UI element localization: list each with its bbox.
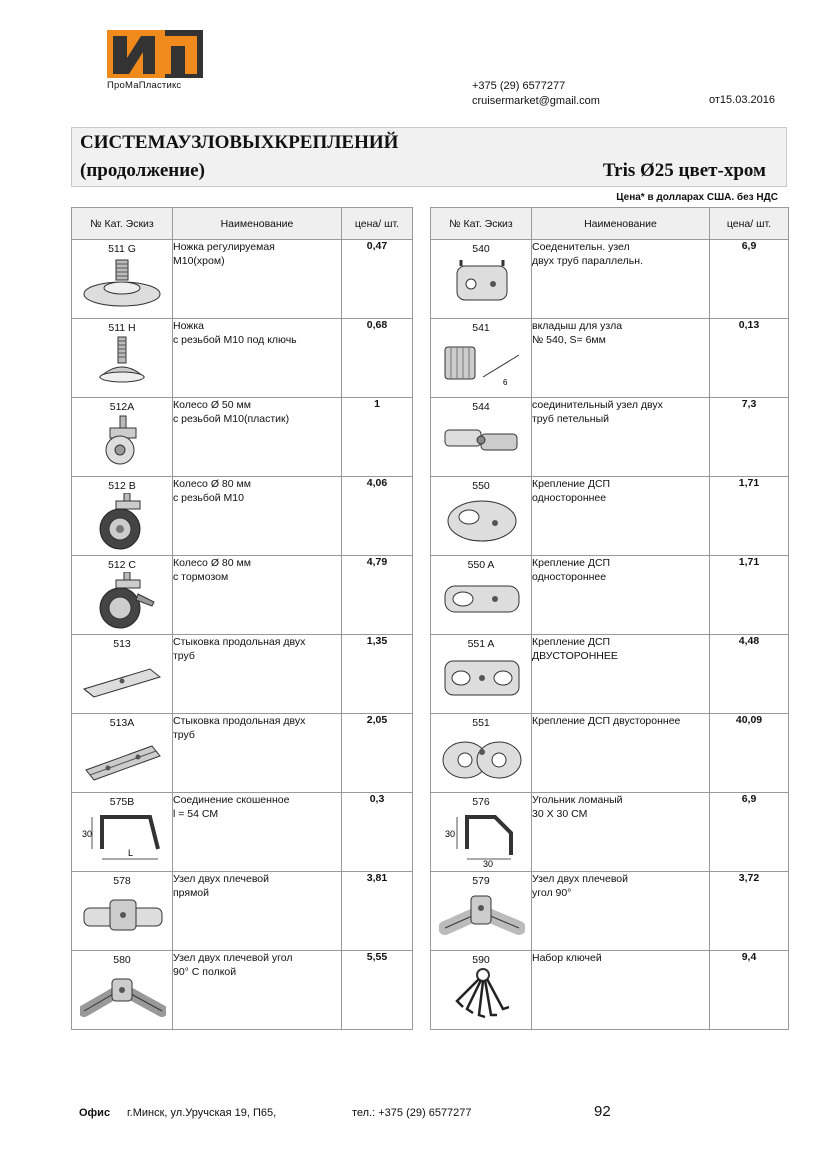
table-row (72, 240, 413, 319)
name-cell (532, 319, 710, 398)
header-name: Наименование (173, 208, 342, 240)
table-row (72, 951, 413, 1030)
price-cell: 3,81 (342, 872, 413, 951)
catalog-code: 512A (109, 401, 135, 413)
price-cell: 1,71 (710, 477, 789, 556)
sketch-cell (431, 951, 532, 1030)
email: cruisermarket@gmail.com (472, 95, 600, 107)
left-catalog-table (71, 207, 413, 1030)
table-row (431, 872, 789, 951)
name-line: Крепление ДСП двустороннее (532, 715, 681, 727)
name-line: l = 54 СМ (173, 808, 219, 820)
name-cell (173, 714, 342, 793)
table-row (431, 793, 789, 872)
price-cell: 40,09 (710, 714, 789, 793)
price-cell: 4,06 (342, 477, 413, 556)
catalog-code: 511 G (108, 243, 136, 255)
name-line: Колесо Ø 80 мм (173, 478, 251, 490)
name-line: Крепление ДСП (532, 478, 611, 490)
sketch-cell (431, 793, 532, 872)
table-row (431, 951, 789, 1030)
name-line: с резьбой М10(пластик) (173, 413, 290, 425)
price-cell: 1 (342, 398, 413, 477)
name-cell (532, 240, 710, 319)
header-name: Наименование (532, 208, 710, 240)
price-cell: 1,71 (710, 556, 789, 635)
table-row (431, 319, 789, 398)
dim-label: 30 (483, 859, 494, 867)
dim-label: 30 (445, 829, 456, 839)
catalog-code: 512 C (107, 559, 137, 571)
screw-foot-image (80, 335, 166, 393)
dim-label: 30 (82, 829, 93, 839)
name-cell (532, 714, 710, 793)
table-row (72, 635, 413, 714)
double-mount-image (439, 730, 525, 788)
company-name: ПроМаПластикс (107, 80, 182, 91)
sketch-cell (431, 556, 532, 635)
name-line: двух труб параллельн. (532, 255, 643, 267)
catalog-code: 541 (472, 322, 490, 334)
page-number: 92 (594, 1103, 611, 1120)
name-cell (532, 951, 710, 1030)
table-row (72, 477, 413, 556)
sketch-cell (72, 872, 173, 951)
name-cell (173, 872, 342, 951)
name-line: М10(хром) (173, 255, 225, 267)
sketch-cell (431, 240, 532, 319)
catalog-code: 576 (472, 796, 490, 808)
chipboard-mount-a-image (439, 572, 525, 630)
phone: +375 (29) 6577277 (472, 80, 566, 92)
name-cell (173, 635, 342, 714)
name-line: Набор ключей (532, 952, 602, 964)
name-line: Крепление ДСП (532, 557, 611, 569)
name-line: Узел двух плечевой угол (173, 952, 293, 964)
name-cell (532, 793, 710, 872)
name-line: Стыковка продольная двух (173, 636, 306, 648)
header-price: цена/ шт. (342, 208, 413, 240)
price-cell: 0,13 (710, 319, 789, 398)
broken-angle-image (439, 809, 525, 867)
sketch-cell (72, 793, 173, 872)
name-line: ДВУСТОРОННЕЕ (532, 650, 618, 662)
table-row (431, 398, 789, 477)
name-line: Крепление ДСП (532, 636, 611, 648)
catalog-code: 513 (113, 638, 131, 650)
catalog-code: 513A (109, 717, 135, 729)
straight-joint-image (80, 888, 166, 946)
table-row (431, 240, 789, 319)
name-line: одностороннее (532, 571, 607, 583)
caster-brake-image (80, 572, 166, 630)
name-cell (173, 951, 342, 1030)
chipboard-mount-image (439, 493, 525, 551)
name-line: с резьбой М10 под ключь (173, 334, 297, 346)
double-mount-a-image (439, 651, 525, 709)
name-cell (173, 793, 342, 872)
bent-connector-image (80, 809, 166, 867)
price-cell: 9,4 (710, 951, 789, 1030)
footer-address: г.Минск, ул.Уручская 19, П65, (127, 1107, 277, 1119)
name-cell (532, 477, 710, 556)
sketch-cell (431, 398, 532, 477)
sketch-cell (72, 635, 173, 714)
name-line: Соединение скошенное (173, 794, 290, 806)
sketch-cell (431, 714, 532, 793)
contacts (472, 79, 600, 109)
name-line: прямой (173, 887, 210, 899)
name-cell (532, 872, 710, 951)
price-cell: 6,9 (710, 240, 789, 319)
parallel-connector-image (439, 256, 525, 314)
name-line: Угольник ломаный (532, 794, 623, 806)
name-line: Стыковка продольная двух (173, 715, 306, 727)
insert-image (439, 335, 525, 393)
name-line: Ножка регулируемая (173, 241, 275, 253)
catalog-code: 575B (109, 796, 135, 808)
table-row (72, 872, 413, 951)
catalog-code: 511 H (108, 322, 136, 334)
price-cell: 3,72 (710, 872, 789, 951)
name-cell (173, 556, 342, 635)
name-cell (173, 240, 342, 319)
table-row (431, 714, 789, 793)
name-line: 90° С полкой (173, 966, 237, 978)
price-cell: 6,9 (710, 793, 789, 872)
catalog-code: 544 (472, 401, 490, 413)
adjustable-foot-image (80, 256, 166, 314)
series-label: Tris Ø25 цвет-хром (602, 160, 766, 181)
header-sketch: № Кат. Эскиз (431, 208, 532, 240)
name-line: угол 90° (532, 887, 572, 899)
loop-connector-image (439, 414, 525, 472)
name-line: Узел двух плечевой (532, 873, 628, 885)
table-row (72, 319, 413, 398)
name-line: 30 Х 30 СМ (532, 808, 588, 820)
page-title: СИСТЕМАУЗЛОВЫХКРЕПЛЕНИЙ (80, 132, 399, 153)
name-line: № 540, S= 6мм (532, 334, 606, 346)
sketch-cell (431, 635, 532, 714)
sketch-cell (72, 240, 173, 319)
sketch-cell (72, 951, 173, 1030)
catalog-code: 551 (472, 717, 490, 729)
hex-key-set-image (439, 967, 525, 1025)
catalog-code: 579 (472, 875, 490, 887)
price-cell: 1,35 (342, 635, 413, 714)
table-row (72, 793, 413, 872)
price-cell: 5,55 (342, 951, 413, 1030)
catalog-code: 551 A (467, 638, 495, 650)
footer-phone: тел.: +375 (29) 6577277 (352, 1107, 472, 1119)
tube-connector-split-image (80, 730, 166, 788)
angle-joint-image (439, 888, 525, 946)
sketch-cell (431, 319, 532, 398)
name-line: труб (173, 729, 195, 741)
price-cell: 0,3 (342, 793, 413, 872)
name-line: Узел двух плечевой (173, 873, 269, 885)
name-cell (173, 319, 342, 398)
name-line: Ножка (173, 320, 204, 332)
dim-label: 6 (503, 378, 508, 387)
caster-80-image (80, 493, 166, 551)
tube-connector-image (80, 651, 166, 709)
price-cell: 4,79 (342, 556, 413, 635)
table-row (431, 635, 789, 714)
name-line: труб петельный (532, 413, 609, 425)
name-line: труб (173, 650, 195, 662)
name-cell (532, 635, 710, 714)
price-cell: 4,48 (710, 635, 789, 714)
catalog-code: 590 (472, 954, 490, 966)
sketch-cell (431, 872, 532, 951)
catalog-code: 580 (113, 954, 131, 966)
sketch-cell (72, 398, 173, 477)
header-sketch: № Кат. Эскиз (72, 208, 173, 240)
name-cell (532, 398, 710, 477)
price-note: Цена* в долларах США. без НДС (616, 192, 778, 203)
sketch-cell (72, 477, 173, 556)
sketch-cell (72, 714, 173, 793)
corner-joint-shelf-image (80, 967, 166, 1025)
price-cell: 2,05 (342, 714, 413, 793)
catalog-code: 578 (113, 875, 131, 887)
name-line: с резьбой М10 (173, 492, 244, 504)
sketch-cell (72, 319, 173, 398)
name-line: вкладыш для узла (532, 320, 623, 332)
name-cell (173, 398, 342, 477)
header-price: цена/ шт. (710, 208, 789, 240)
catalog-code: 550 (472, 480, 490, 492)
name-line: Колесо Ø 50 мм (173, 399, 251, 411)
catalog-code: 512 B (108, 480, 136, 492)
right-catalog-table (430, 207, 789, 1030)
catalog-code: 550 A (467, 559, 495, 571)
table-row (431, 477, 789, 556)
price-cell: 0,68 (342, 319, 413, 398)
sketch-cell (72, 556, 173, 635)
name-line: одностороннее (532, 492, 607, 504)
title-box (71, 127, 787, 187)
name-line: соединительный узел двух (532, 399, 663, 411)
table-row (431, 556, 789, 635)
footer-office-label: Офис (79, 1107, 111, 1119)
price-cell: 0,47 (342, 240, 413, 319)
name-cell (532, 556, 710, 635)
table-row (72, 398, 413, 477)
dim-label: L (128, 848, 134, 858)
table-row (72, 556, 413, 635)
table-row (72, 714, 413, 793)
name-line: с тормозом (173, 571, 229, 583)
name-cell (173, 477, 342, 556)
catalog-code: 540 (472, 243, 490, 255)
name-line: Соеденительн. узел (532, 241, 630, 253)
name-line: Колесо Ø 80 мм (173, 557, 251, 569)
page-subtitle: (продолжение) (80, 160, 205, 181)
price-cell: 7,3 (710, 398, 789, 477)
date: от15.03.2016 (709, 94, 775, 106)
caster-50-image (80, 414, 166, 472)
sketch-cell (431, 477, 532, 556)
